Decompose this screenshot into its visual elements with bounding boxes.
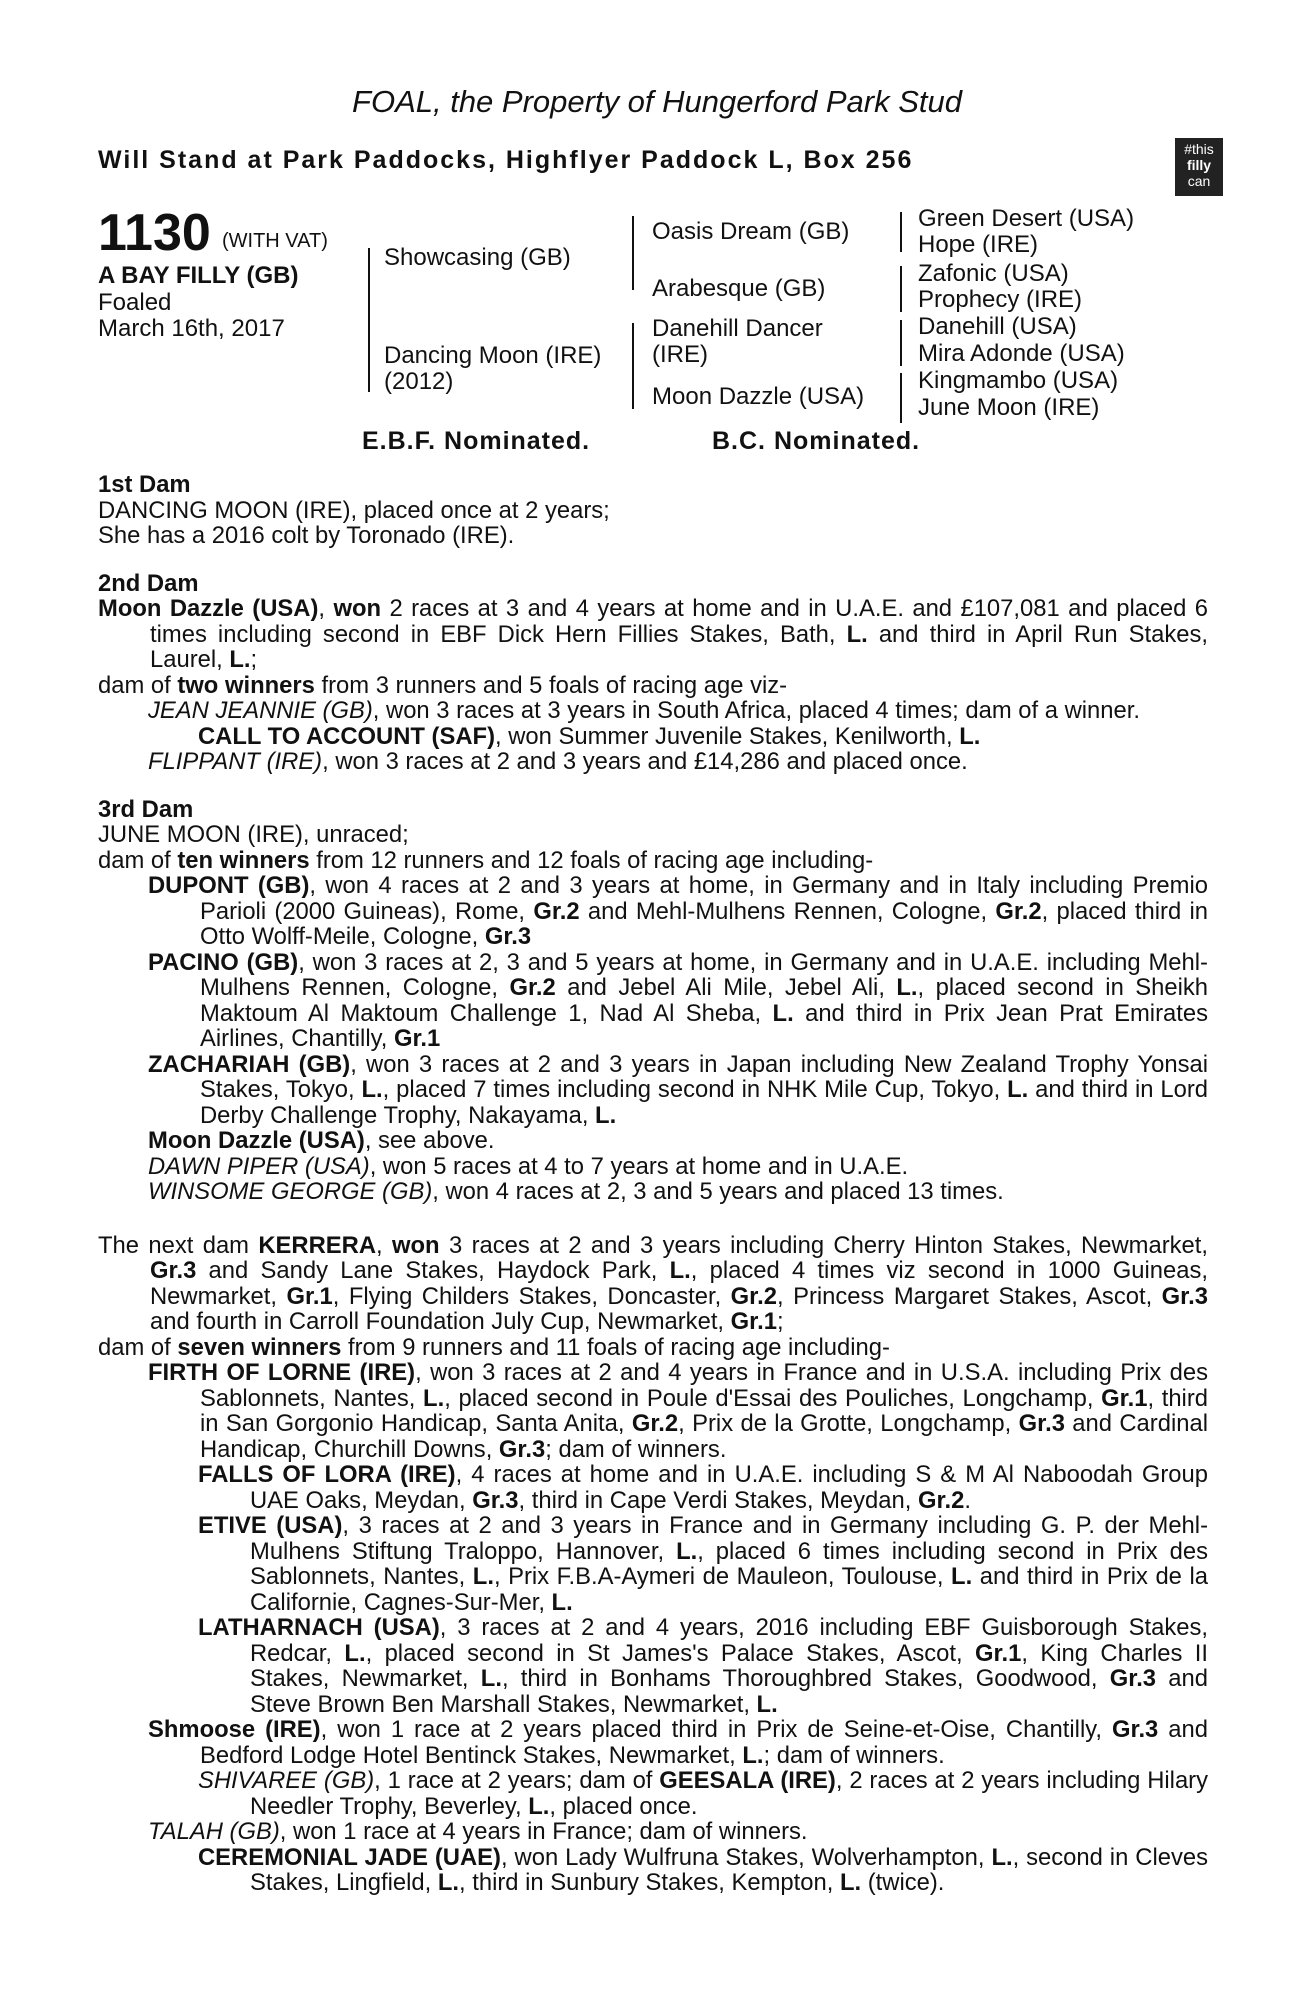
next-dam-record: The next dam KERRERA, won 3 races at 2 and 3 years including Cherry Hinton Stakes, Newmarket, Gr.3 and Sandy Lane Stakes, Haydock Park, L., placed 4 times viz second in 1000 Guineas, Newmarket, Gr.1, Flying Childers Stakes, Doncaster, Gr.2, Princess Margaret Stakes, Ascot, Gr.3 and fourth in Carroll Foundation July Cup, Newmarket, Gr.1; [98,1231,1209,1335]
lot-name: A BAY FILLY (GB) [98,262,299,289]
sire: Showcasing (GB) [384,244,571,271]
produce-entry: DUPONT (GB), won 4 races at 2 and 3 years at home, in Germany and in Italy including Premio Parioli (2000 Guineas), Rome, Gr.2 and Mehl-Mulhens Rennen, Cologne, Gr.2, placed third in Otto Wolff-Meile, Cologne, Gr.3 [148,872,1208,950]
dam3-produce-summary: dam of ten winners from 12 runners and 12 foals of racing age including- [98,846,874,874]
dam2-heading: 2nd Dam [98,569,199,597]
g3-brace [900,266,902,312]
g3-ancestor: Mira Adonde (USA) [918,340,1125,367]
logo-line: #this [1184,141,1214,157]
this-filly-can-logo [1175,138,1223,196]
sire-dam: Arabesque (GB) [652,275,826,302]
produce-entry: WINSOME GEORGE (GB), won 4 races at 2, 3 and 5 years and placed 13 times. [148,1178,1004,1205]
produce-entry: DAWN PIPER (USA), won 5 races at 4 to 7 years at home and in U.A.E. [148,1152,909,1180]
dam-sire: Danehill Dancer (IRE) [652,315,823,368]
foaled-label: Foaled [98,289,172,316]
next-dam-produce-summary: dam of seven winners from 9 runners and 11 foals of racing age including- [98,1333,890,1361]
logo-line: filly [1186,157,1212,173]
produce-entry: FIRTH OF LORNE (IRE), won 3 races at 2 and 4 years in France and in U.S.A. including Prix des Sablonnets, Nantes, L., placed second in Poule d'Essai des Pouliches, Longchamp, Gr.1, third in San Gorgonio Handicap, Santa Anita, Gr.2, Prix de la Grotte, Longchamp, Gr.3 and Cardinal Handicap, Churchill Downs, Gr.3; dam of winners. [148,1359,1209,1463]
dam: Dancing Moon (IRE) (2012) [384,342,602,395]
produce-entry: Shmoose (IRE), won 1 race at 2 years placed third in Prix de Seine-et-Oise, Chantilly, Gr.3 and Bedford Lodge Hotel Bentinck Stakes, Newmarket, L.; dam of winners. [148,1716,1208,1769]
g3-ancestor: Hope (IRE) [918,231,1039,258]
produce-entry: SHIVAREE (GB), 1 race at 2 years; dam of GEESALA (IRE), 2 races at 2 years including Hilary Needler Trophy, Beverley, L., placed once. [198,1767,1209,1820]
dam-dam: Moon Dazzle (USA) [652,383,865,410]
sire-sire: Oasis Dream (GB) [652,218,850,245]
produce-entry: CEREMONIAL JADE (UAE), won Lady Wulfruna Stakes, Wolverhampton, L., second in Cleves Stakes, Lingfield, L., third in Sunbury Stakes, Kempton, L. (twice). [198,1843,1208,1896]
produce-entry: FALLS OF LORA (IRE), 4 races at home and in U.A.E. including S & M Al Naboodah Group UAE Oaks, Meydan, Gr.3, third in Cape Verdi Stakes, Meydan, Gr.2. [198,1461,1208,1514]
bc-nominated: B.C. Nominated. [712,427,921,455]
lot-number: 1130 [98,204,211,262]
produce-entry: LATHARNACH (USA), 3 races at 2 and 4 years, 2016 including EBF Guisborough Stakes, Redcar, L., placed second in St James's Palace Stakes, Ascot, Gr.1, King Charles II Stakes, Newmarket, L., third in Bonhams Thoroughbred Stakes, Goodwood, Gr.3 and Steve Brown Ben Marshall Stakes, Newmarket, L. [198,1614,1208,1718]
logo-line: can [1187,173,1211,189]
g3-ancestor: Kingmambo (USA) [918,367,1119,394]
ebf-nominated: E.B.F. Nominated. [362,427,591,455]
produce-entry: Moon Dazzle (USA), see above. [148,1127,495,1154]
dam1-line: DANCING MOON (IRE), placed once at 2 years; [98,496,610,524]
g3-brace [900,320,902,366]
dam3-heading: 3rd Dam [98,795,194,823]
produce-entry: PACINO (GB), won 3 races at 2, 3 and 5 years at home, in Germany and in U.A.E. including Mehl-Mulhens Rennen, Cologne, Gr.2 and Jebel Ali Mile, Jebel Ali, L., placed second in Sheikh Maktoum Al Maktoum Challenge 1, Nad Al Sheba, L. and third in Prix Jean Prat Emirates Airlines, Chantilly, Gr.1 [148,948,1209,1052]
dam1-heading: 1st Dam [98,471,191,498]
produce-entry: CALL TO ACCOUNT (SAF), won Summer Juvenile Stakes, Kenilworth, L. [198,722,981,750]
lot-vat: (WITH VAT) [222,230,328,252]
dam1-line: She has a 2016 colt by Toronado (IRE). [98,522,515,549]
sire-line-brace [632,216,634,290]
produce-entry: TALAH (GB), won 1 race at 4 years in France; dam of winners. [148,1818,808,1845]
dam2-produce-summary: dam of two winners from 3 runners and 5 foals of racing age viz- [98,671,788,699]
produce-entry: ETIVE (USA), 3 races at 2 and 3 years in France and in Germany including G. P. der Mehl-Mulhens Stiftung Traloppo, Hannover, L., placed 6 times including second in Prix des Sablonnets, Nantes, L., Prix F.B.A-Aymeri de Mauleon, Toulouse, L. and third in Prix de la Californie, Cagnes-Sur-Mer, L. [198,1512,1208,1616]
catalogue-content [98,472,1208,1896]
page-title: FOAL, the Property of Hungerford Park Stud [352,84,962,119]
produce-entry: FLIPPANT (IRE), won 3 races at 2 and 3 years and £14,286 and placed once. [148,748,968,775]
g3-ancestor: Danehill (USA) [918,313,1077,340]
dam2-record: Moon Dazzle (USA), won 2 races at 3 and 4 years at home and in U.A.E. and £107,081 and placed 6 times including second in EBF Dick Hern Fillies Stakes, Bath, L. and third in April Run Stakes, Laurel, L.; [98,595,1208,673]
dam3-line: JUNE MOON (IRE), unraced; [98,821,409,848]
sire-dam-brace [368,248,370,392]
g3-ancestor: Green Desert (USA) [918,205,1135,232]
g3-brace [900,373,902,423]
produce-entry: ZACHARIAH (GB), won 3 races at 2 and 3 years in Japan including New Zealand Trophy Yonsai Stakes, Tokyo, L., placed 7 times including second in NHK Mile Cup, Tokyo, L. and third in Lord Derby Challenge Trophy, Nakayama, L. [148,1050,1209,1129]
g3-ancestor: June Moon (IRE) [918,394,1100,421]
g3-ancestor: Zafonic (USA) [918,260,1069,287]
produce-entry: JEAN JEANNIE (GB), won 3 races at 3 years in South Africa, placed 4 times; dam of a winner. [148,697,1140,724]
dam-line-brace [632,323,634,409]
g3-ancestor: Prophecy (IRE) [918,286,1083,313]
foaled-date: March 16th, 2017 [98,315,285,342]
g3-brace [900,212,902,252]
stand-location: Will Stand at Park Paddocks, Highflyer Paddock L, Box 256 [98,146,914,174]
